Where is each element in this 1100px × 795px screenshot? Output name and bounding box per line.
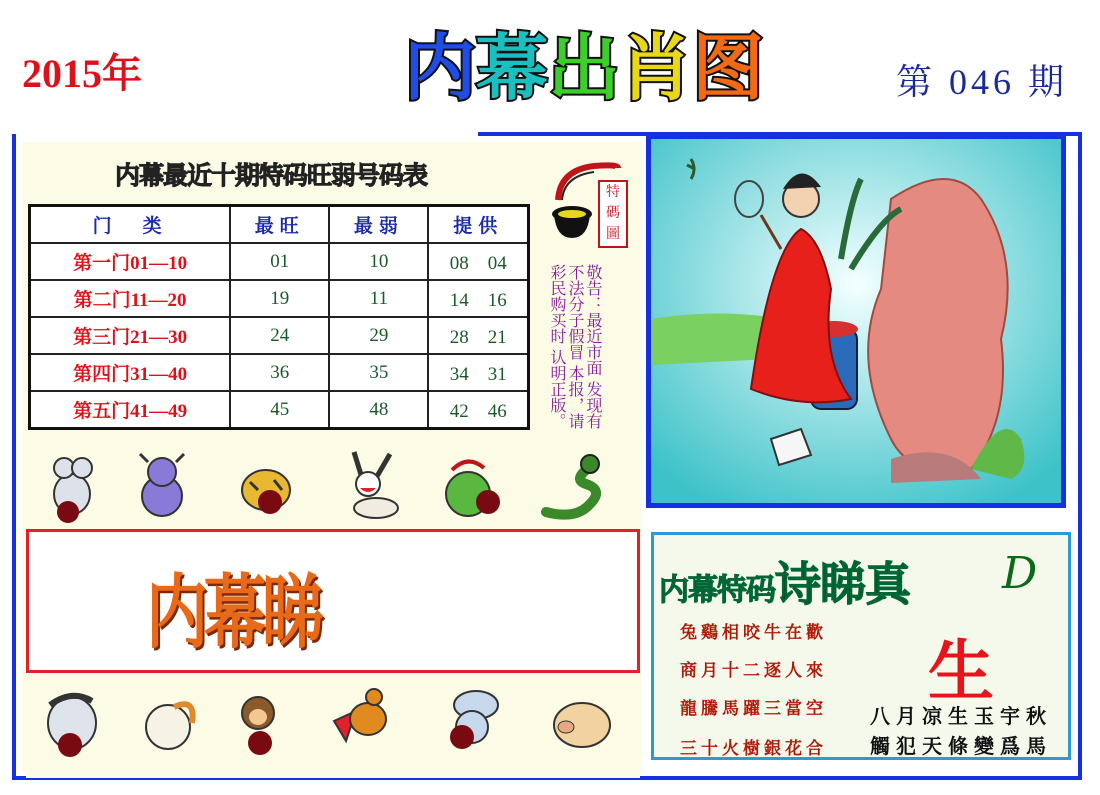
- cell-provide: 08 04: [428, 243, 528, 280]
- rat-icon: [38, 450, 110, 522]
- pig-icon: [544, 687, 616, 759]
- cell-min: 29: [329, 317, 428, 354]
- table-row: [30, 391, 529, 429]
- right-line-2: 觸犯天條變爲馬: [870, 734, 1052, 758]
- tiger-icon: [230, 450, 302, 522]
- cell-max: 01: [230, 243, 329, 280]
- cell-max: 45: [230, 391, 329, 429]
- painting-panel: [646, 134, 1066, 508]
- cell-group: 第五门41—49: [30, 391, 231, 429]
- table-title: 内幕最近十期特码旺弱号码表: [115, 161, 428, 190]
- cell-group: 第二门11—20: [30, 280, 231, 317]
- poem-line-2: 商月十二逐人來: [680, 661, 827, 681]
- notice-col-1: 敬告：最近市面: [584, 264, 603, 376]
- dog-icon: [436, 681, 508, 753]
- header-min: 最弱: [329, 206, 428, 244]
- table-row: [30, 280, 529, 317]
- cell-max: 36: [230, 354, 329, 391]
- rooster-icon: [326, 681, 398, 753]
- seal-stamp: 特碼圖: [598, 180, 628, 248]
- answer-char: 生: [928, 632, 994, 710]
- logo-char-4: 肖: [620, 26, 693, 110]
- poem-title-big: 诗睇真: [775, 557, 910, 611]
- year-label: 2015年: [22, 51, 142, 96]
- monkey-icon: [228, 687, 300, 759]
- notice-col-3: 本报，请彩民购买时: [548, 264, 585, 430]
- snake-icon: [540, 450, 612, 522]
- poem-line-3: 龍騰馬躍三當空: [680, 699, 827, 719]
- cell-min: 11: [329, 280, 428, 317]
- script-ornament: D: [1002, 548, 1038, 599]
- table-row: [30, 354, 529, 391]
- poem-line-1: 兔鷄相咬牛在歡: [680, 623, 827, 643]
- poem-line-4: 三十火樹銀花合: [680, 739, 827, 759]
- cell-provide: 14 16: [428, 280, 528, 317]
- cell-min: 10: [329, 243, 428, 280]
- cell-max: 24: [230, 317, 329, 354]
- poem-title-small: 内幕特码: [659, 573, 775, 608]
- notice-col-4: 认明正版。: [548, 349, 567, 430]
- cell-provide: 28 21: [428, 317, 528, 354]
- right-line-1: 八月凉生玉宇秋: [870, 704, 1052, 728]
- cell-min: 35: [329, 354, 428, 391]
- logo-char-3: 出: [548, 26, 621, 110]
- cell-provide: 34 31: [428, 354, 528, 391]
- zodiac-row-bottom: [26, 670, 640, 778]
- cell-min: 48: [329, 391, 428, 429]
- dragon-icon: [438, 450, 510, 522]
- hot-cold-table: [28, 204, 530, 430]
- cell-provide: 42 46: [428, 391, 528, 429]
- notice-text: [548, 264, 602, 434]
- logo-char-5: 图: [692, 26, 765, 110]
- issue-number: 第 046 期: [896, 62, 1069, 102]
- cell-group: 第四门31—40: [30, 354, 231, 391]
- table-header-row: [30, 206, 529, 244]
- header-group: 门 类: [30, 206, 231, 244]
- logo-char-2: 幕: [476, 26, 549, 110]
- table-row: [30, 317, 529, 354]
- zodiac-row-top: [26, 442, 640, 532]
- poem-title: [659, 548, 910, 614]
- rabbit-icon: [336, 450, 408, 522]
- header-provide: 提供: [428, 206, 528, 244]
- goat-icon: [134, 687, 206, 759]
- cell-group: 第一门01—10: [30, 243, 231, 280]
- notice-col-2: 发现有不法分子假冒: [566, 264, 603, 430]
- logo: [404, 25, 846, 111]
- logo-char-1: 内: [404, 26, 477, 110]
- middle-title: 内幕睇: [146, 564, 321, 660]
- cell-group: 第三门21—30: [30, 317, 231, 354]
- lady-painting-image: [651, 139, 1061, 503]
- table-row: [30, 243, 529, 280]
- horse-icon: [36, 687, 108, 759]
- outer-frame-corner: [12, 134, 16, 146]
- cell-max: 19: [230, 280, 329, 317]
- header-max: 最旺: [230, 206, 329, 244]
- ox-icon: [126, 450, 198, 522]
